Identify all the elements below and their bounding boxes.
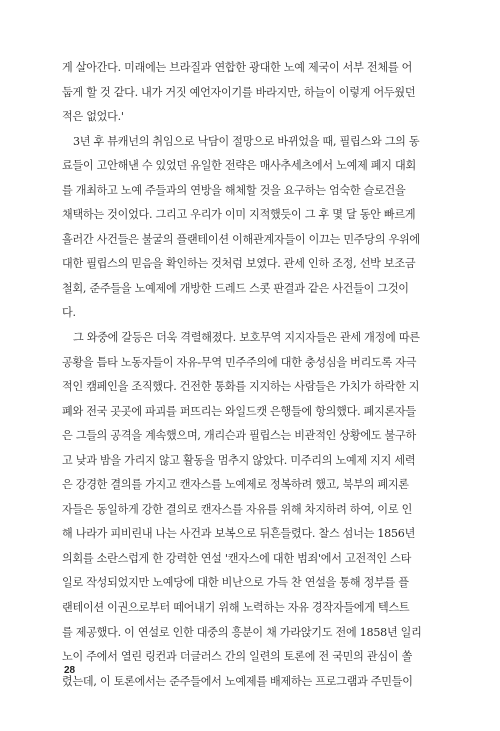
text-line: 자들은 동일하게 강한 결의로 캔자스를 자유를 위해 차지하려 하여, 이로 인 bbox=[62, 502, 413, 516]
text-line: 3년 후 뷰캐넌의 취임으로 낙담이 절망으로 바뀌었을 때, 필립스와 그의 동 bbox=[73, 134, 420, 148]
text-line: 해 나라가 피비린내 나는 사건과 보복으로 뒤흔들렸다. 찰스 섬너는 1856년 bbox=[62, 527, 416, 541]
text-line: 를 개최하고 노예 주들과의 연방을 해체할 것을 요구하는 엄숙한 슬로건을 bbox=[62, 183, 406, 197]
text-line: 공황을 틈타 노동자들이 자유-무역 민주주의에 대한 충성심을 버리도록 자극 bbox=[62, 355, 417, 369]
text-line: 철회, 준주들을 노예제에 개방한 드레드 스콧 판결과 같은 사건들이 그것이 bbox=[62, 281, 409, 295]
text-line: 랜테이션 이권으로부터 떼어내기 위해 노력하는 자유 경작자들에게 텍스트 bbox=[62, 601, 410, 615]
text-line: 의회를 소란스럽게 한 강력한 연설 '캔자스에 대한 범죄'에서 고전적인 스타 bbox=[62, 551, 412, 565]
text-line: 은 강경한 결의를 가지고 캔자스를 노예제로 정복하려 했고, 북부의 폐지론 bbox=[62, 478, 409, 492]
text-line: 채택하는 것이었다. 그리고 우리가 이미 지적했듯이 그 후 몇 달 동안 빠르게 bbox=[62, 208, 416, 222]
text-line: 그 와중에 갈등은 더욱 격렬해졌다. 보호무역 지지자들은 관세 개정에 따른 bbox=[73, 331, 420, 345]
text-line: 적인 캠페인을 조직했다. 건전한 통화를 지지하는 사람들은 가치가 하락한 지 bbox=[62, 380, 420, 394]
text-line: 적은 없었다.' bbox=[62, 110, 124, 124]
text-line: 흘러간 사건들은 불굴의 플랜테이션 이해관계자들이 이끄는 민주당의 우위에 bbox=[62, 232, 420, 246]
page-number: 28 bbox=[64, 665, 76, 676]
text-line: 노이 주에서 열린 링컨과 더글러스 간의 일련의 토론에 전 국민의 관심이 쏠 bbox=[62, 650, 413, 664]
text-line: 게 살아간다. 미래에는 브라질과 연합한 광대한 노예 제국이 서부 전체를 어 bbox=[62, 61, 413, 74]
text-line: 둡게 할 것 같다. 내가 거짓 예언자이기를 바라지만, 하늘이 이렇게 어두웠던 bbox=[62, 85, 416, 99]
text-line: 를 제공했다. 이 연설로 인한 대중의 흥분이 채 가라앉기도 전에 1858년 일리 bbox=[62, 625, 422, 639]
text-line: 대한 필립스의 믿음을 확인하는 것처럼 보였다. 관세 인하 조정, 선박 보조금 bbox=[62, 257, 416, 271]
text-line: 렸는데, 이 토론에서는 준주들에서 노예제를 배제하는 프로그램과 주민들이 bbox=[62, 674, 413, 688]
text-line: 료들이 고안해낸 수 있었던 유일한 전략은 매사추세츠에서 노예제 폐지 대회 bbox=[62, 159, 416, 173]
text-line: 일로 작성되었지만 노예당에 대한 비난으로 가득 찬 연설을 통해 정부를 플 bbox=[62, 576, 409, 590]
body-text bbox=[62, 56, 438, 694]
text-line: 다. bbox=[62, 306, 76, 320]
text-line: 은 그들의 공격을 계속했으며, 개리슨과 필립스는 비관적인 상황에도 불구하 bbox=[62, 429, 416, 443]
text-line: 고 낮과 밤을 가리지 않고 활동을 멈추지 않았다. 미주리의 노예제 지지 세력 bbox=[62, 453, 416, 467]
text-line: 폐와 전국 곳곳에 파괴를 퍼뜨리는 와일드캣 은행들에 항의했다. 폐지론자들 bbox=[62, 404, 416, 418]
